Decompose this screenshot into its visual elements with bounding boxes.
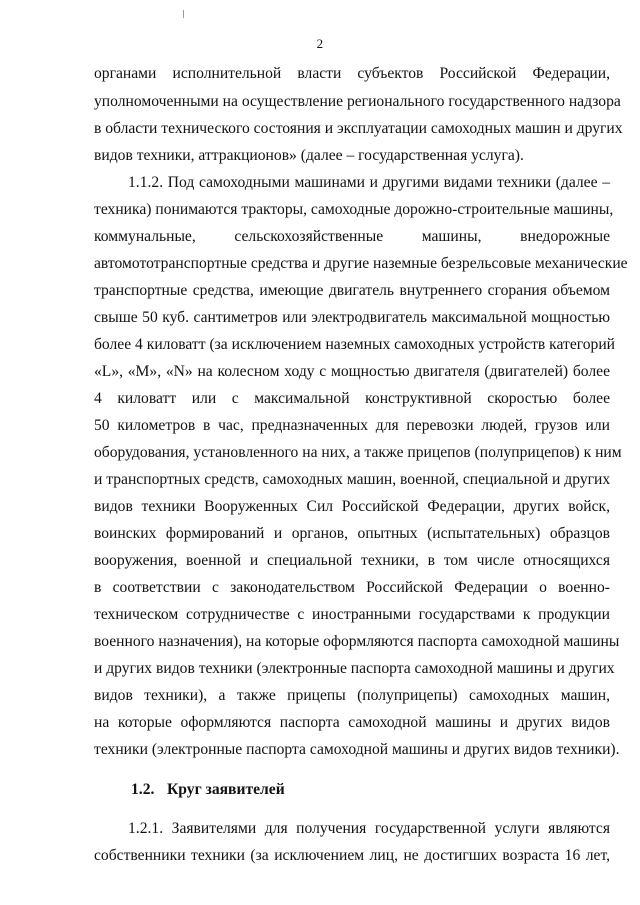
paragraph-line: в соответствии с законодательством Российской Федерации о военно- (94, 579, 610, 596)
paragraph-line: техники (электронные паспорта самоходной машины и других видов техники). (94, 741, 620, 758)
paragraph-line: 1.2.1. Заявителями для получения государственной услуги являются (128, 820, 610, 837)
paragraph-line: воинских формирований и органов, опытных (испытательных) образцов (94, 525, 610, 542)
paragraph-line: в области технического состояния и эксплуатации самоходных машин и других (94, 120, 623, 137)
paragraph-line: уполномоченными на осуществление регионального государственного надзора (94, 93, 621, 110)
paragraph-line: видов техники, аттракционов» (далее – государственная услуга). (94, 147, 524, 164)
section-heading (131, 780, 285, 800)
paragraph-line: «L», «M», «N» на колесном ходу с мощностью двигателя (двигателей) более (94, 363, 610, 380)
paragraph-line: органами исполнительной власти субъектов Российской Федерации, (94, 65, 610, 82)
paragraph-line: и других видов техники (электронные паспорта самоходной машины и других (94, 660, 615, 677)
page-number: 2 (316, 36, 324, 51)
margin-tick-mark (183, 10, 184, 18)
paragraph-line: собственники техники (за исключением лиц, не достигших возраста 16 лет, (94, 847, 610, 864)
paragraph-line: на которые оформляются паспорта самоходной машины и других видов (94, 714, 610, 731)
paragraph-line: транспортные средства, имеющие двигатель внутреннего сгорания объемом (94, 282, 610, 299)
paragraph-line: оборудования, установленного на них, а также прицепов (полуприцепов) к ним (94, 444, 622, 461)
paragraph-line: 4 киловатт или с максимальной конструктивной скоростью более (94, 390, 610, 407)
paragraph-line: техническом сотрудничестве с иностранными государствами к продукции (94, 606, 610, 623)
paragraph-line: автомототранспортные средства и другие наземные безрельсовые механические (94, 255, 628, 272)
paragraph-line: 50 километров в час, предназначенных для перевозки людей, грузов или (94, 417, 610, 434)
paragraph-line: видов техники), а также прицепы (полуприцепы) самоходных машин, (94, 687, 610, 704)
paragraph-line: военного назначения), на которые оформляются паспорта самоходной машины (94, 633, 620, 650)
paragraph-line: вооружения, военной и специальной техники, в том числе относящихся (94, 552, 610, 569)
paragraph-line: 1.1.2. Под самоходными машинами и другими видами техники (далее – (128, 174, 610, 191)
section-title: Круг заявителей (167, 781, 285, 798)
paragraph-line: свыше 50 куб. сантиметров или электродвигатель максимальной мощностью (94, 309, 610, 326)
paragraph-line: коммунальные, сельскохозяйственные машины, внедорожные (94, 228, 610, 245)
paragraph-line: видов техники Вооруженных Сил Российской Федерации, других войск, (94, 498, 610, 515)
section-number: 1.2. (131, 781, 155, 798)
paragraph-line: и транспортных средств, самоходных машин, военной, специальной и других (94, 471, 611, 488)
paragraph-line: техника) понимаются тракторы, самоходные дорожно-строительные машины, (94, 201, 614, 218)
paragraph-line: более 4 киловатт (за исключением наземных самоходных устройств категорий (94, 336, 616, 353)
